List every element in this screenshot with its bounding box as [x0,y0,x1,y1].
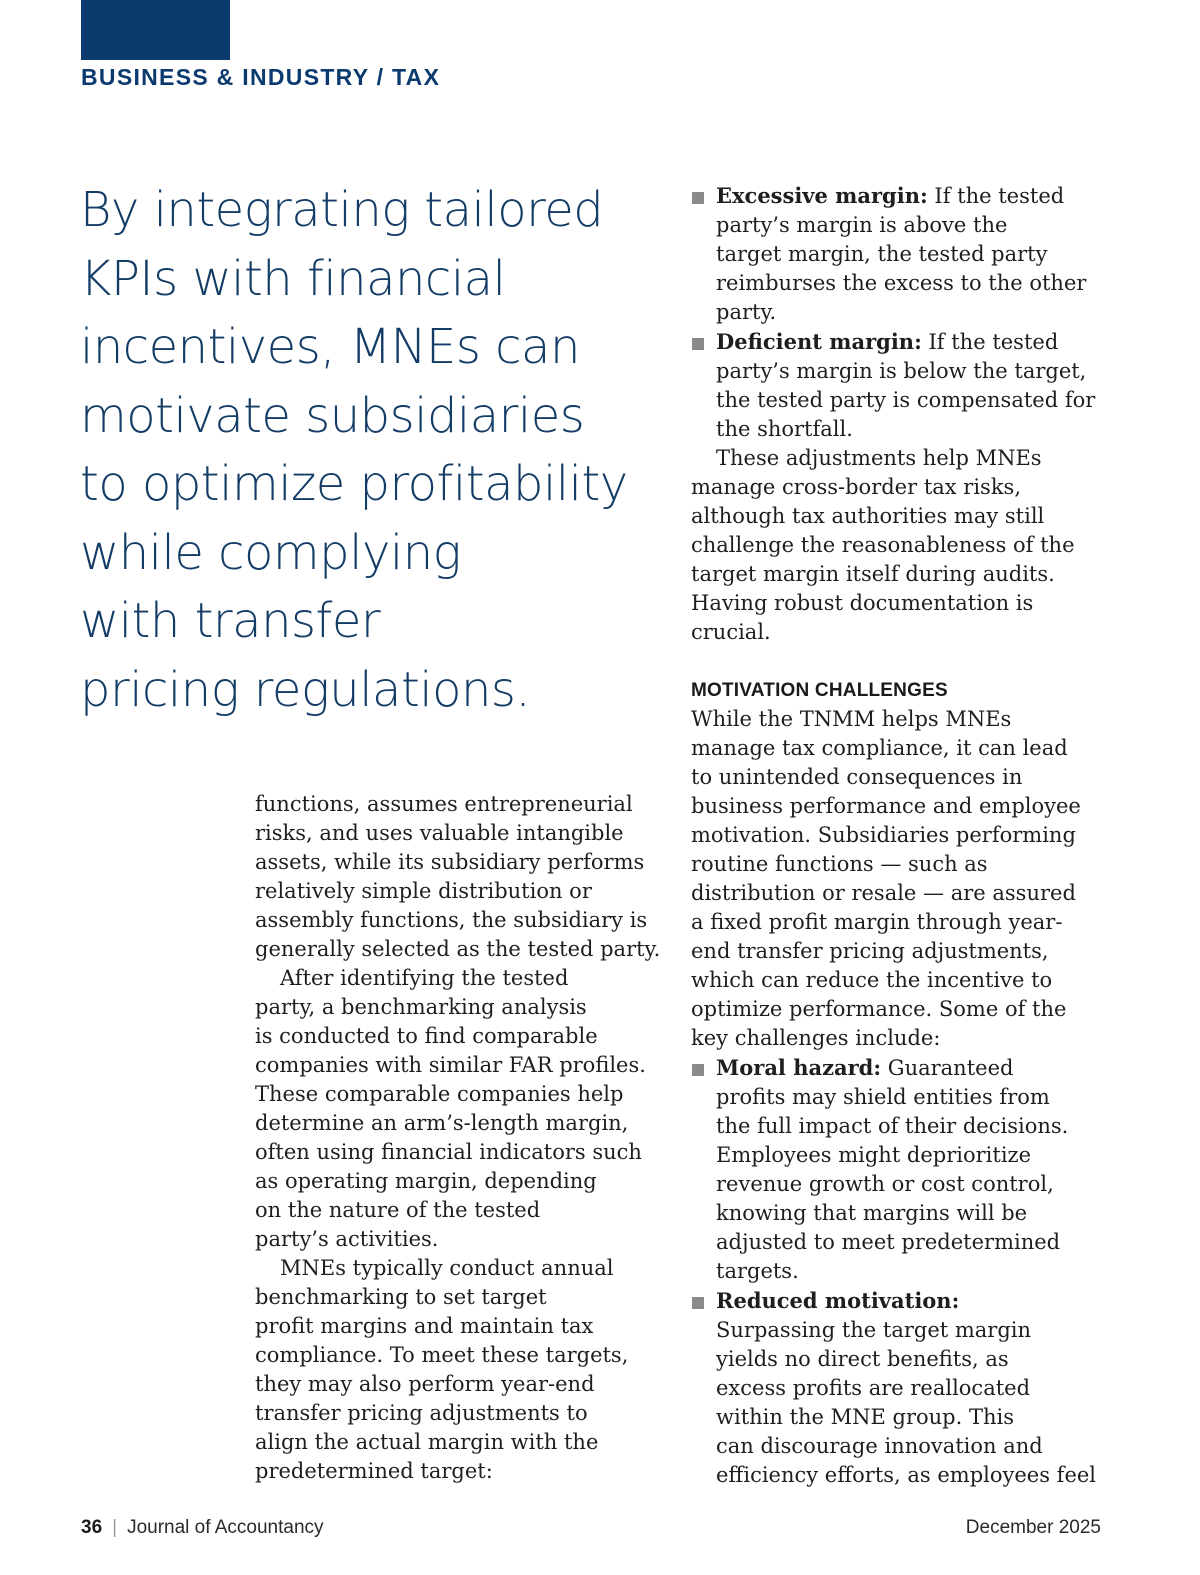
text-line: often using financial indicators such [255,1140,642,1164]
text-line: determine an arm’s-length margin, [255,1111,629,1135]
text-line: targets. [716,1259,799,1283]
section-label: BUSINESS & INDUSTRY / TAX [81,64,441,90]
bullet-deficient-margin [691,327,1111,444]
pull-quote-line: to optimize profitability [80,456,628,512]
text-line: reimburses the excess to the other [716,271,1087,295]
text-line: compliance. To meet these targets, [255,1343,629,1367]
text-line: business performance and employee [691,794,1081,818]
text-line: benchmarking to set target [255,1285,547,1309]
pull-quote-line: pricing regulations. [80,661,531,718]
bullet-term: Reduced motivation: [716,1288,960,1313]
pull-quote-line: with transfer [80,593,381,649]
text-line: assembly functions, the subsidiary is [255,908,648,932]
pull-quote-line: incentives, MNEs can [80,319,580,375]
text-line: crucial. [691,620,771,644]
text-line: companies with similar FAR profiles. [255,1053,646,1077]
text-line: efficiency efforts, as employees feel [716,1463,1097,1487]
pull-quote-line: By integrating tailored [80,182,604,238]
footer-separator: | [112,1517,118,1538]
text-line: can discourage innovation and [716,1434,1043,1458]
text-line: party’s margin is below the target, [716,359,1087,383]
square-bullet-icon [692,338,704,350]
paragraph-tnmm [691,705,1111,1053]
text-line: After identifying the tested [280,966,569,990]
text-line: party. [716,300,777,324]
bullet-moral-hazard [691,1053,1111,1286]
page-number: 36 [81,1517,103,1538]
text-line: These adjustments help MNEs [716,446,1042,470]
text-line: excess profits are reallocated [716,1376,1031,1400]
pull-quote-line: while complying [80,524,461,581]
text-line: align the actual margin with the [255,1430,599,1454]
text-line: party’s margin is above the [716,213,1008,237]
issue-date: December 2025 [965,1517,1101,1538]
bullet-text: If the tested [921,330,1059,354]
text-line: key challenges include: [691,1026,941,1050]
text-line: transfer pricing adjustments to [255,1401,588,1425]
text-line: end transfer pricing adjustments, [691,939,1049,963]
text-line: party, a benchmarking analysis [255,995,587,1019]
text-line: to unintended consequences in [691,765,1023,789]
paragraph-adjustments [691,444,1111,647]
text-line: challenge the reasonableness of the [691,533,1075,557]
text-line: the tested party is compensated for [716,388,1096,412]
pull-quote-line: motivate subsidiaries [80,387,585,444]
text-line: yields no direct benefits, as [716,1347,1009,1371]
text-line: target margin, the tested party [716,242,1048,266]
bullet-reduced-motivation [691,1286,1111,1490]
text-line: routine functions — such as [691,852,988,876]
paragraph-annual-benchmarking [255,1254,675,1486]
text-line: revenue growth or cost control, [716,1172,1054,1196]
text-line: functions, assumes entrepreneurial [255,792,633,816]
text-line: generally selected as the tested party. [255,937,661,961]
text-line: a fixed profit margin through year- [691,910,1063,934]
text-line: profit margins and maintain tax [255,1314,594,1338]
text-line: the shortfall. [716,417,853,441]
text-line: motivation. Subsidiaries performing [691,823,1076,847]
text-line: distribution or resale — are assured [691,881,1076,905]
bullet-text: If the tested [927,184,1065,208]
text-line: within the MNE group. This [716,1405,1014,1429]
text-line: profits may shield entities from [716,1085,1050,1109]
text-line: target margin itself during audits. [691,562,1055,586]
subheading-motivation-challenges: MOTIVATION CHALLENGES [691,680,948,701]
text-line: manage cross-border tax risks, [691,475,1022,499]
text-line: Having robust documentation is [691,591,1034,615]
paragraph-benchmarking [255,964,675,1254]
text-line: which can reduce the incentive to [691,968,1053,992]
text-line: they may also perform year-end [255,1372,595,1396]
text-line: adjusted to meet predetermined [716,1230,1061,1254]
text-line: MNEs typically conduct annual [280,1256,614,1280]
text-line: knowing that margins will be [716,1201,1028,1225]
bullet-excessive-margin [691,181,1111,327]
text-line: the full impact of their decisions. [716,1114,1069,1138]
body-column-left [255,790,675,1486]
text-line: Employees might deprioritize [716,1143,1032,1167]
publication-name: Journal of Accountancy [127,1517,324,1538]
text-line: While the TNMM helps MNEs [691,707,1012,731]
pull-quote [80,176,660,724]
bullet-term: Deficient margin: [716,329,922,354]
body-column-right [691,181,1111,1490]
bullet-term: Excessive margin: [716,183,928,208]
bullet-text: Guaranteed [881,1056,1014,1080]
paragraph-tested-party [255,790,675,964]
text-line: on the nature of the tested [255,1198,541,1222]
text-line: is conducted to find comparable [255,1024,598,1048]
text-line: Surpassing the target margin [716,1318,1032,1342]
footer-left [81,1517,324,1539]
square-bullet-icon [692,1064,704,1076]
text-line: risks, and uses valuable intangible [255,821,624,845]
text-line: assets, while its subsidiary performs [255,850,645,874]
text-line: predetermined target: [255,1459,493,1483]
text-line: although tax authorities may still [691,504,1045,528]
bullet-term: Moral hazard: [716,1055,882,1080]
text-line: relatively simple distribution or [255,879,592,903]
text-line: manage tax compliance, it can lead [691,736,1068,760]
text-line: optimize performance. Some of the [691,997,1067,1021]
square-bullet-icon [692,192,704,204]
header-color-block [81,0,230,60]
pull-quote-line: KPIs with financial [80,250,506,307]
text-line: These comparable companies help [255,1082,624,1106]
text-line: party’s activities. [255,1227,439,1251]
square-bullet-icon [692,1297,704,1309]
text-line: as operating margin, depending [255,1169,597,1193]
